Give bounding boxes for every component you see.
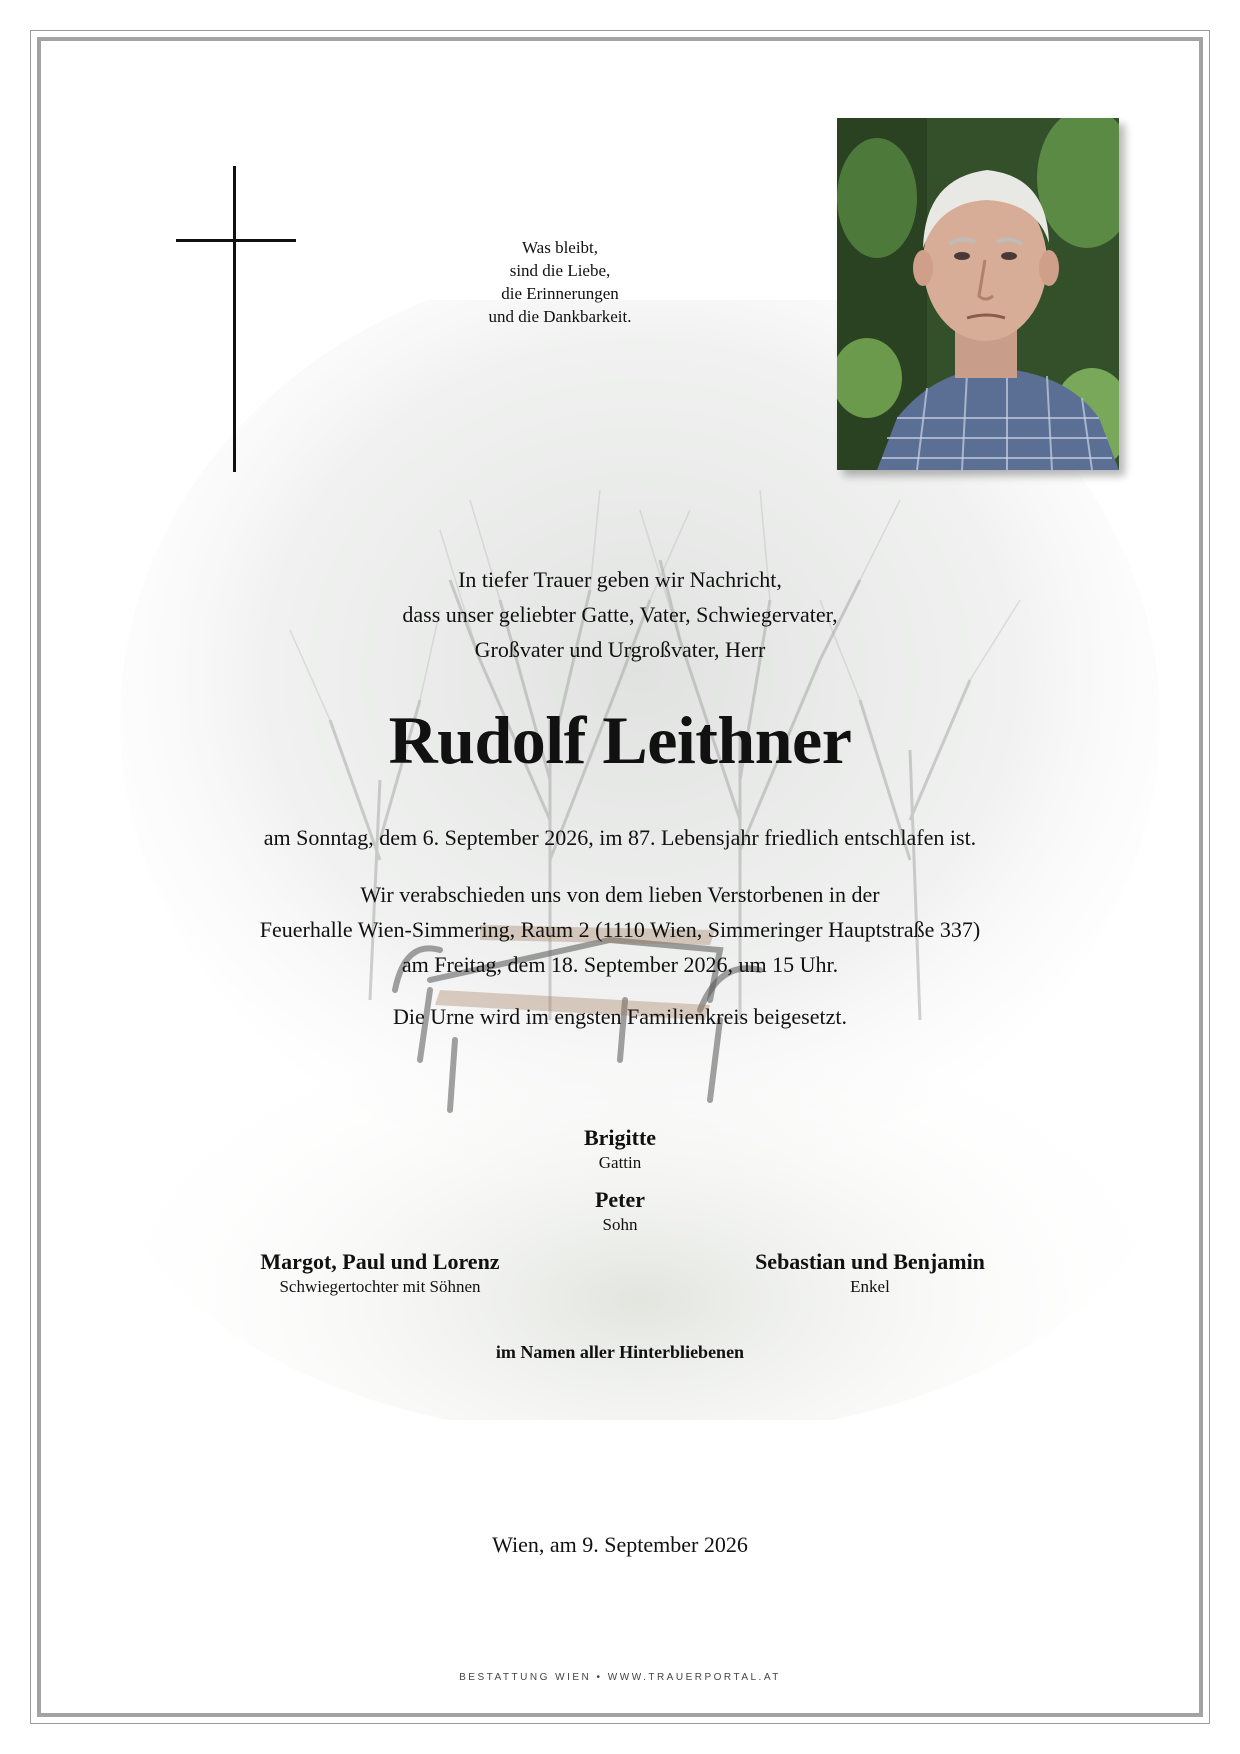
mourner-role: Enkel	[850, 1277, 890, 1296]
intro-line: dass unser geliebter Gatte, Vater, Schwiegervater,	[402, 602, 838, 627]
cross-horizontal-bar	[176, 239, 296, 242]
mourner-son	[0, 1186, 1240, 1236]
mourner-spouse	[0, 1124, 1240, 1174]
on-behalf-note: im Namen aller Hinterbliebenen	[495, 1342, 745, 1362]
mourner-grandchildren	[690, 1248, 1050, 1298]
motto-line: sind die Liebe,	[509, 261, 611, 280]
urn-note: Die Urne wird im engsten Familienkreis beigesetzt.	[393, 1004, 847, 1029]
deceased-name: Rudolf Leithner	[388, 702, 852, 778]
mourner-role: Sohn	[602, 1215, 638, 1234]
ceremony-line: Feuerhalle Wien-Simmering, Raum 2 (1110 Wien, Simmeringer Hauptstraße 337)	[259, 917, 981, 942]
cross-vertical-bar	[233, 166, 236, 472]
mourner-name: Sebastian und Benjamin	[755, 1249, 985, 1274]
mourner-daughter-in-law	[200, 1248, 560, 1298]
mourner-role: Gattin	[598, 1153, 642, 1172]
ceremony-text	[0, 877, 1240, 982]
mourner-name: Brigitte	[583, 1125, 657, 1150]
mourner-role: Schwiegertochter mit Söhnen	[279, 1277, 481, 1296]
portrait-photo	[837, 118, 1119, 470]
motto-line: Was bleibt,	[521, 238, 599, 257]
motto-line: und die Dankbarkeit.	[488, 307, 632, 326]
ceremony-line: Wir verabschieden uns von dem lieben Verstorbenen in der	[360, 882, 880, 907]
intro-text	[0, 562, 1240, 667]
footer-credit: BESTATTUNG WIEN • WWW.TRAUERPORTAL.AT	[459, 1672, 781, 1683]
intro-line: Großvater und Urgroßvater, Herr	[474, 637, 766, 662]
mourner-name: Peter	[594, 1187, 646, 1212]
ceremony-line: am Freitag, dem 18. September 2026, um 15 Uhr.	[401, 952, 839, 977]
death-notice: am Sonntag, dem 6. September 2026, im 87. Lebensjahr friedlich entschlafen ist.	[263, 825, 977, 850]
cross-symbol	[176, 166, 296, 472]
mourner-name: Margot, Paul und Lorenz	[260, 1249, 500, 1274]
place-date: Wien, am 9. September 2026	[492, 1532, 748, 1557]
motto-quote	[440, 236, 680, 328]
motto-line: die Erinnerungen	[501, 284, 619, 303]
portrait-illustration	[837, 118, 1119, 470]
intro-line: In tiefer Trauer geben wir Nachricht,	[458, 567, 782, 592]
